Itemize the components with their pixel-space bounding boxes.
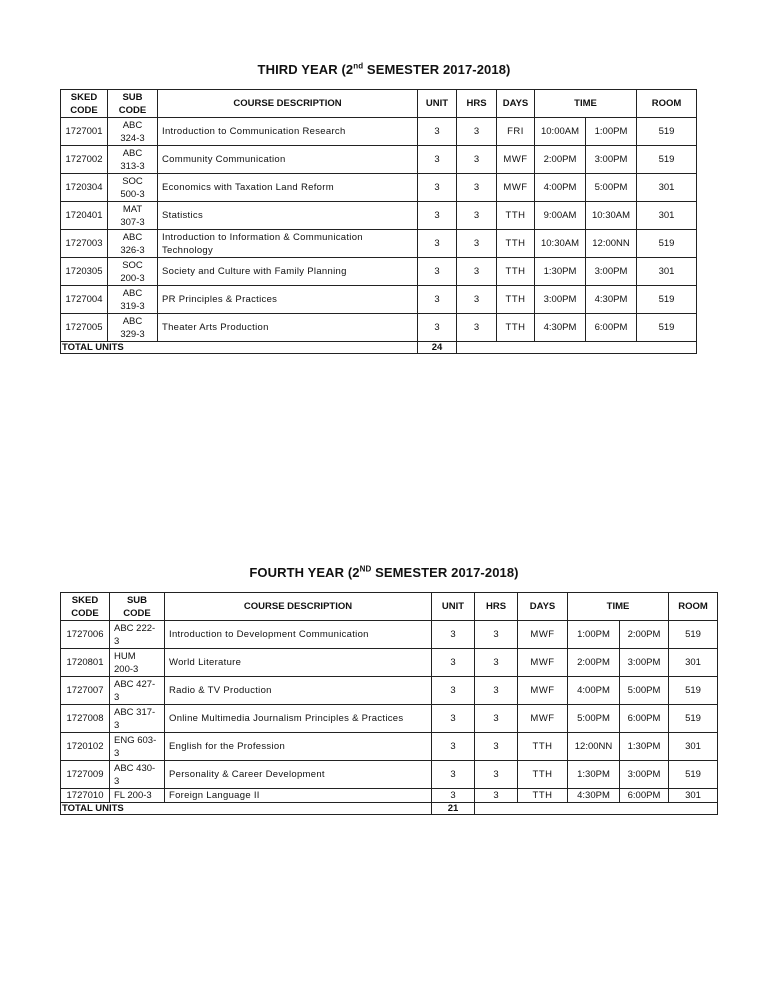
- room-cell: 301: [637, 202, 697, 230]
- unit-cell: 3: [418, 146, 457, 174]
- time-end-cell: 1:00PM: [586, 118, 637, 146]
- header-time: TIME: [535, 90, 637, 118]
- sub-code-line-2: 3: [114, 719, 120, 731]
- sub-code-line-1: ABC: [122, 231, 143, 243]
- sub-code-line-1: FL 200-3: [114, 790, 152, 801]
- sub-code-line-1: SOC: [122, 175, 143, 187]
- total-units-value: 24: [418, 342, 457, 354]
- hrs-cell: 3: [457, 230, 497, 258]
- sub-code-cell: [110, 649, 165, 677]
- time-start-cell: 9:00AM: [535, 202, 586, 230]
- time-end-cell: 5:00PM: [620, 677, 669, 705]
- total-units-label: TOTAL UNITS: [61, 342, 418, 354]
- time-start-cell: 2:00PM: [535, 146, 586, 174]
- sub-code-cell: [110, 677, 165, 705]
- sked-code-cell: 1720801: [61, 649, 110, 677]
- room-cell: 519: [669, 677, 718, 705]
- sked-code-cell: 1727002: [61, 146, 108, 174]
- time-end-cell: 6:00PM: [620, 789, 669, 803]
- sub-code-line-2: 319-3: [120, 300, 145, 312]
- header-hrs: HRS: [457, 90, 497, 118]
- sub-code-line-2: 200-3: [114, 663, 139, 675]
- sked-code-cell: 1727007: [61, 677, 110, 705]
- days-cell: TTH: [518, 761, 568, 789]
- table-header-row: [61, 90, 697, 118]
- time-start-cell: 1:00PM: [568, 621, 620, 649]
- course-description-cell: [165, 649, 432, 677]
- room-cell: 519: [637, 314, 697, 342]
- header-course-description: COURSE DESCRIPTION: [158, 90, 418, 118]
- third-year-schedule-table: [60, 89, 697, 354]
- days-cell: TTH: [497, 202, 535, 230]
- time-start-cell: 12:00NN: [568, 733, 620, 761]
- room-cell: 519: [669, 705, 718, 733]
- third-year-title: THIRD YEAR (2nd SEMESTER 2017-2018): [257, 61, 511, 77]
- fourth-year-title: FOURTH YEAR (2ND SEMESTER 2017-2018): [249, 564, 519, 580]
- time-end-cell: 3:00PM: [620, 649, 669, 677]
- course-description-cell: [165, 621, 432, 649]
- time-start-cell: 3:00PM: [535, 286, 586, 314]
- course-description-text: Foreign Language II: [169, 790, 260, 801]
- sked-code-cell: 1727004: [61, 286, 108, 314]
- total-units-row: [61, 803, 718, 815]
- sub-code-cell: [108, 174, 158, 202]
- sub-code-line-2: 329-3: [120, 328, 145, 340]
- table-header-row: [61, 593, 718, 621]
- hrs-cell: 3: [457, 174, 497, 202]
- time-end-cell: 10:30AM: [586, 202, 637, 230]
- course-description-cell: [165, 677, 432, 705]
- unit-cell: 3: [418, 258, 457, 286]
- total-units-empty: [475, 803, 718, 815]
- days-cell: MWF: [518, 677, 568, 705]
- course-description-text: Personality & Career Development: [169, 769, 325, 780]
- fourth-year-schedule-table: [60, 592, 718, 815]
- room-cell: 519: [637, 146, 697, 174]
- sub-code-cell: [108, 314, 158, 342]
- course-description-text: Introduction to Communication Research: [162, 126, 346, 137]
- hrs-cell: 3: [457, 258, 497, 286]
- hrs-cell: 3: [457, 286, 497, 314]
- unit-cell: 3: [418, 118, 457, 146]
- time-start-cell: 10:00AM: [535, 118, 586, 146]
- sub-code-cell: [110, 733, 165, 761]
- room-cell: 301: [637, 258, 697, 286]
- course-description-cell: [158, 174, 418, 202]
- sub-code-cell: [110, 761, 165, 789]
- hrs-cell: 3: [457, 118, 497, 146]
- table-row: [61, 621, 718, 649]
- time-start-cell: 4:30PM: [535, 314, 586, 342]
- table-row: [61, 649, 718, 677]
- sub-code-line-2: 326-3: [120, 244, 145, 256]
- time-end-cell: 4:30PM: [586, 286, 637, 314]
- room-cell: 519: [669, 761, 718, 789]
- days-cell: TTH: [518, 733, 568, 761]
- hrs-cell: 3: [475, 621, 518, 649]
- total-units-value: 21: [432, 803, 475, 815]
- table-row: [61, 677, 718, 705]
- sub-code-line-1: ABC: [122, 119, 143, 131]
- hrs-cell: 3: [457, 146, 497, 174]
- sub-code-cell: [108, 258, 158, 286]
- days-cell: TTH: [497, 286, 535, 314]
- total-units-empty: [457, 342, 697, 354]
- room-cell: 519: [637, 230, 697, 258]
- sub-code-line-1: ABC 430-: [114, 762, 156, 774]
- course-description-cell: [158, 230, 418, 258]
- table-row: [61, 286, 697, 314]
- header-sub-code: SUB CODE: [108, 90, 158, 118]
- course-description-cell: [158, 258, 418, 286]
- hrs-cell: 3: [475, 677, 518, 705]
- sub-code-line-2: 3: [114, 635, 120, 647]
- course-description-text: Statistics: [162, 210, 204, 221]
- sub-code-cell: [108, 146, 158, 174]
- time-start-cell: 10:30AM: [535, 230, 586, 258]
- sub-code-cell: [108, 286, 158, 314]
- table-row: [61, 789, 718, 803]
- course-description-text-line-2: Technology: [162, 244, 214, 256]
- header-sub-code: SUB CODE: [110, 593, 165, 621]
- course-description-cell: [158, 118, 418, 146]
- course-description-text: Introduction to Development Communication: [169, 629, 369, 640]
- room-cell: 301: [669, 733, 718, 761]
- room-cell: 519: [669, 621, 718, 649]
- sked-code-cell: 1727003: [61, 230, 108, 258]
- days-cell: MWF: [518, 705, 568, 733]
- days-cell: TTH: [497, 258, 535, 286]
- table-row: [61, 761, 718, 789]
- header-unit: UNIT: [418, 90, 457, 118]
- hrs-cell: 3: [457, 314, 497, 342]
- table-row: [61, 705, 718, 733]
- header-sked-code: SKED CODE: [61, 90, 108, 118]
- header-days: DAYS: [497, 90, 535, 118]
- sub-code-line-1: ABC: [122, 287, 143, 299]
- time-start-cell: 1:30PM: [535, 258, 586, 286]
- room-cell: 519: [637, 286, 697, 314]
- days-cell: MWF: [518, 649, 568, 677]
- sub-code-line-1: MAT: [122, 203, 143, 215]
- time-end-cell: 6:00PM: [586, 314, 637, 342]
- days-cell: MWF: [497, 174, 535, 202]
- sub-code-cell: [108, 202, 158, 230]
- unit-cell: 3: [432, 649, 475, 677]
- hrs-cell: 3: [475, 789, 518, 803]
- sked-code-cell: 1727009: [61, 761, 110, 789]
- table-row: [61, 258, 697, 286]
- time-start-cell: 4:30PM: [568, 789, 620, 803]
- time-start-cell: 4:00PM: [568, 677, 620, 705]
- unit-cell: 3: [418, 202, 457, 230]
- header-course-description: COURSE DESCRIPTION: [165, 593, 432, 621]
- course-description-text: Introduction to Information & Communication: [162, 231, 363, 243]
- sub-code-cell: [110, 621, 165, 649]
- course-description-text: Theater Arts Production: [162, 322, 269, 333]
- sked-code-cell: 1720305: [61, 258, 108, 286]
- sub-code-line-1: ABC 222-: [114, 622, 156, 634]
- header-time: TIME: [568, 593, 669, 621]
- hrs-cell: 3: [475, 705, 518, 733]
- sub-code-line-2: 3: [114, 691, 120, 703]
- course-description-cell: [158, 286, 418, 314]
- time-end-cell: 3:00PM: [586, 258, 637, 286]
- unit-cell: 3: [432, 761, 475, 789]
- sked-code-cell: 1720401: [61, 202, 108, 230]
- time-end-cell: 6:00PM: [620, 705, 669, 733]
- sub-code-line-1: ENG 603-: [114, 734, 157, 746]
- course-description-text: Economics with Taxation Land Reform: [162, 182, 334, 193]
- days-cell: FRI: [497, 118, 535, 146]
- course-description-cell: [165, 761, 432, 789]
- time-end-cell: 5:00PM: [586, 174, 637, 202]
- sub-code-line-2: 313-3: [120, 160, 145, 172]
- sked-code-cell: 1727010: [61, 789, 110, 803]
- course-description-cell: [165, 733, 432, 761]
- sub-code-line-1: SOC: [122, 259, 143, 271]
- hrs-cell: 3: [475, 733, 518, 761]
- course-description-cell: [158, 146, 418, 174]
- header-room: ROOM: [637, 90, 697, 118]
- header-unit: UNIT: [432, 593, 475, 621]
- time-end-cell: 1:30PM: [620, 733, 669, 761]
- sked-code-cell: 1720304: [61, 174, 108, 202]
- hrs-cell: 3: [457, 202, 497, 230]
- hrs-cell: 3: [475, 649, 518, 677]
- sked-code-cell: 1720102: [61, 733, 110, 761]
- course-description-cell: [165, 705, 432, 733]
- table-row: [61, 174, 697, 202]
- unit-cell: 3: [418, 286, 457, 314]
- days-cell: MWF: [497, 146, 535, 174]
- time-end-cell: 12:00NN: [586, 230, 637, 258]
- unit-cell: 3: [418, 230, 457, 258]
- header-hrs: HRS: [475, 593, 518, 621]
- course-description-text: Community Communication: [162, 154, 286, 165]
- course-description-text: Radio & TV Production: [169, 685, 272, 696]
- time-end-cell: 3:00PM: [620, 761, 669, 789]
- table-row: [61, 146, 697, 174]
- course-description-text: English for the Profession: [169, 741, 286, 752]
- sub-code-line-2: 200-3: [120, 272, 145, 284]
- hrs-cell: 3: [475, 761, 518, 789]
- course-description-text: Society and Culture with Family Planning: [162, 266, 347, 277]
- unit-cell: 3: [432, 705, 475, 733]
- sub-code-line-1: ABC 427-: [114, 678, 156, 690]
- time-end-cell: 3:00PM: [586, 146, 637, 174]
- time-end-cell: 2:00PM: [620, 621, 669, 649]
- sub-code-line-2: 324-3: [120, 132, 145, 144]
- sub-code-line-1: ABC: [122, 315, 143, 327]
- sub-code-cell: [108, 118, 158, 146]
- sub-code-cell: [108, 230, 158, 258]
- days-cell: TTH: [497, 314, 535, 342]
- room-cell: 519: [637, 118, 697, 146]
- time-start-cell: 1:30PM: [568, 761, 620, 789]
- unit-cell: 3: [432, 677, 475, 705]
- sub-code-line-2: 3: [114, 775, 120, 787]
- course-description-text: Online Multimedia Journalism Principles & Practices: [169, 713, 404, 724]
- unit-cell: 3: [418, 174, 457, 202]
- header-days: DAYS: [518, 593, 568, 621]
- time-start-cell: 4:00PM: [535, 174, 586, 202]
- sub-code-line-1: HUM: [114, 650, 136, 662]
- sked-code-cell: 1727001: [61, 118, 108, 146]
- header-sked-code: SKED CODE: [61, 593, 110, 621]
- sub-code-line-2: 500-3: [120, 188, 145, 200]
- sked-code-cell: 1727006: [61, 621, 110, 649]
- course-description-cell: [158, 314, 418, 342]
- table-row: [61, 202, 697, 230]
- room-cell: 301: [669, 789, 718, 803]
- sked-code-cell: 1727005: [61, 314, 108, 342]
- course-description-cell: [165, 789, 432, 803]
- total-units-row: [61, 342, 697, 354]
- table-row: [61, 733, 718, 761]
- course-description-text: World Literature: [169, 657, 242, 668]
- days-cell: TTH: [497, 230, 535, 258]
- unit-cell: 3: [432, 621, 475, 649]
- sub-code-line-2: 3: [114, 747, 120, 759]
- time-start-cell: 5:00PM: [568, 705, 620, 733]
- unit-cell: 3: [432, 733, 475, 761]
- room-cell: 301: [669, 649, 718, 677]
- sub-code-line-1: ABC: [122, 147, 143, 159]
- time-start-cell: 2:00PM: [568, 649, 620, 677]
- sub-code-cell: [110, 789, 165, 803]
- sub-code-line-1: ABC 317-: [114, 706, 156, 718]
- days-cell: TTH: [518, 789, 568, 803]
- sub-code-line-2: 307-3: [120, 216, 145, 228]
- days-cell: MWF: [518, 621, 568, 649]
- header-room: ROOM: [669, 593, 718, 621]
- unit-cell: 3: [432, 789, 475, 803]
- unit-cell: 3: [418, 314, 457, 342]
- course-description-text: PR Principles & Practices: [162, 294, 278, 305]
- table-row: [61, 314, 697, 342]
- sked-code-cell: 1727008: [61, 705, 110, 733]
- sub-code-cell: [110, 705, 165, 733]
- course-description-cell: [158, 202, 418, 230]
- room-cell: 301: [637, 174, 697, 202]
- table-row: [61, 230, 697, 258]
- total-units-label: TOTAL UNITS: [61, 803, 432, 815]
- table-row: [61, 118, 697, 146]
